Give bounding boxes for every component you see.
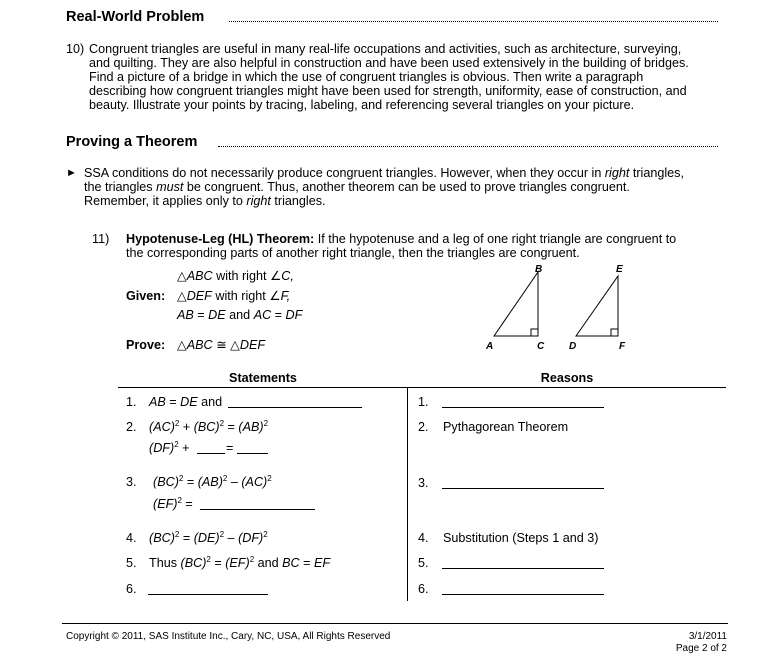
statement-number: 2. — [126, 420, 137, 434]
problem-10-text: Congruent triangles are useful in many real-life occupations and activities, such as architecture, surveying, and quilting. They are also helpful in construction and have been used extensively in the building of bridges. Find a picture of a bridge in which the use of congruent triangles is obvious. Then write a paragraph describing how congruent triangles might have been used for strength, uniformity, ease of construction, and beauty. Illustrate your points by tracing, labeling, and referencing several triangles on your picture. — [89, 42, 689, 112]
table-column-divider — [407, 387, 408, 601]
statement-3-line-1: (BC)$^2$ = (AB)$^2$ – (AC)$^2$ — [153, 474, 272, 489]
prove-label: Prove: — [126, 338, 166, 352]
right-angle-marker-c — [531, 329, 538, 336]
footer-rule — [62, 623, 728, 624]
statement-1: AB = DE and — [149, 395, 223, 409]
reason-number: 3. — [418, 476, 429, 490]
hl-theorem-text: Hypotenuse-Leg (HL) Theorem: If the hypotenuse and a leg of one right triangle are congruent to the corresponding parts of another right triangle, then the triangles are congruent. — [126, 232, 677, 260]
table-header-rule — [118, 387, 726, 388]
footer-copyright: Copyright © 2011, SAS Institute Inc., Cary, NC, USA, All Rights Reserved — [66, 631, 391, 642]
statement-number: 6. — [126, 582, 137, 596]
given-line-3: AB = DE and AC = DF — [177, 308, 303, 322]
statement-number: 3. — [126, 475, 137, 489]
heading-leader-dots — [218, 146, 718, 147]
reason-4: Substitution (Steps 1 and 3) — [443, 531, 599, 545]
vertex-label-b: B — [535, 264, 543, 275]
statement-number: 1. — [126, 395, 137, 409]
statement-2-line-2: (DF)$^2$ + — [149, 440, 190, 455]
reason-6-blank[interactable] — [442, 594, 604, 595]
vertex-label-f: F — [619, 341, 626, 352]
given-label: Given: — [126, 289, 166, 303]
bullet-arrow-icon: ► — [66, 167, 77, 179]
right-triangles-figure — [480, 262, 630, 358]
problem-number: 11) — [92, 232, 110, 246]
reason-5-blank[interactable] — [442, 568, 604, 569]
reason-3-blank[interactable] — [442, 488, 604, 489]
heading-leader-dots — [229, 21, 718, 22]
statement-2-blank-a[interactable] — [197, 453, 225, 454]
statement-number: 5. — [126, 556, 137, 570]
statement-5: Thus (BC)$^2$ = (EF)$^2$ and BC = EF — [149, 555, 331, 570]
reason-number: 6. — [418, 582, 429, 596]
given-line-2: △DEF with right ∠F, — [177, 289, 291, 303]
footer-date: 3/1/2011 — [688, 631, 727, 642]
reason-number: 1. — [418, 395, 429, 409]
vertex-label-a: A — [486, 341, 494, 352]
statements-column-header: Statements — [229, 371, 297, 385]
given-line-1: △ABC with right ∠C, — [177, 269, 294, 283]
statement-1-blank[interactable] — [228, 407, 362, 408]
statement-3-line-2: (EF)$^2$ = — [153, 496, 193, 511]
vertex-label-e: E — [616, 264, 623, 275]
statement-4: (BC)$^2$ = (DE)$^2$ – (DF)$^2$ — [149, 530, 268, 545]
statement-2-line-1: (AC)$^2$ + (BC)$^2$ = (AB)$^2$ — [149, 419, 269, 434]
reason-2: Pythagorean Theorem — [443, 420, 569, 434]
reason-1-blank[interactable] — [442, 407, 604, 408]
statement-2-equals: = — [226, 441, 234, 455]
vertex-label-d: D — [569, 341, 577, 352]
triangle-abc — [494, 272, 538, 336]
statement-3-blank[interactable] — [200, 509, 315, 510]
statement-6-blank[interactable] — [148, 594, 268, 595]
triangle-def — [576, 276, 618, 336]
reasons-column-header: Reasons — [540, 371, 594, 385]
statement-number: 4. — [126, 531, 137, 545]
right-angle-marker-f — [611, 329, 618, 336]
footer-page-number: Page 2 of 2 — [675, 643, 727, 654]
ssa-intro-text: SSA conditions do not necessarily produce congruent triangles. However, when they occur in right triangles, the triangles must be congruent. Thus, another theorem can be used to prove triangles congruent. Remember, it applies only to right triangles. — [84, 166, 684, 208]
reason-number: 5. — [418, 556, 429, 570]
reason-number: 4. — [418, 531, 429, 545]
section-heading-proving: Proving a Theorem — [66, 134, 198, 150]
problem-number: 10) — [66, 42, 85, 56]
statement-2-blank-b[interactable] — [237, 453, 268, 454]
reason-number: 2. — [418, 420, 429, 434]
vertex-label-c: C — [537, 341, 545, 352]
section-heading-real-world: Real-World Problem — [66, 9, 205, 25]
prove-statement: △ABC ≅ △DEF — [177, 338, 266, 352]
